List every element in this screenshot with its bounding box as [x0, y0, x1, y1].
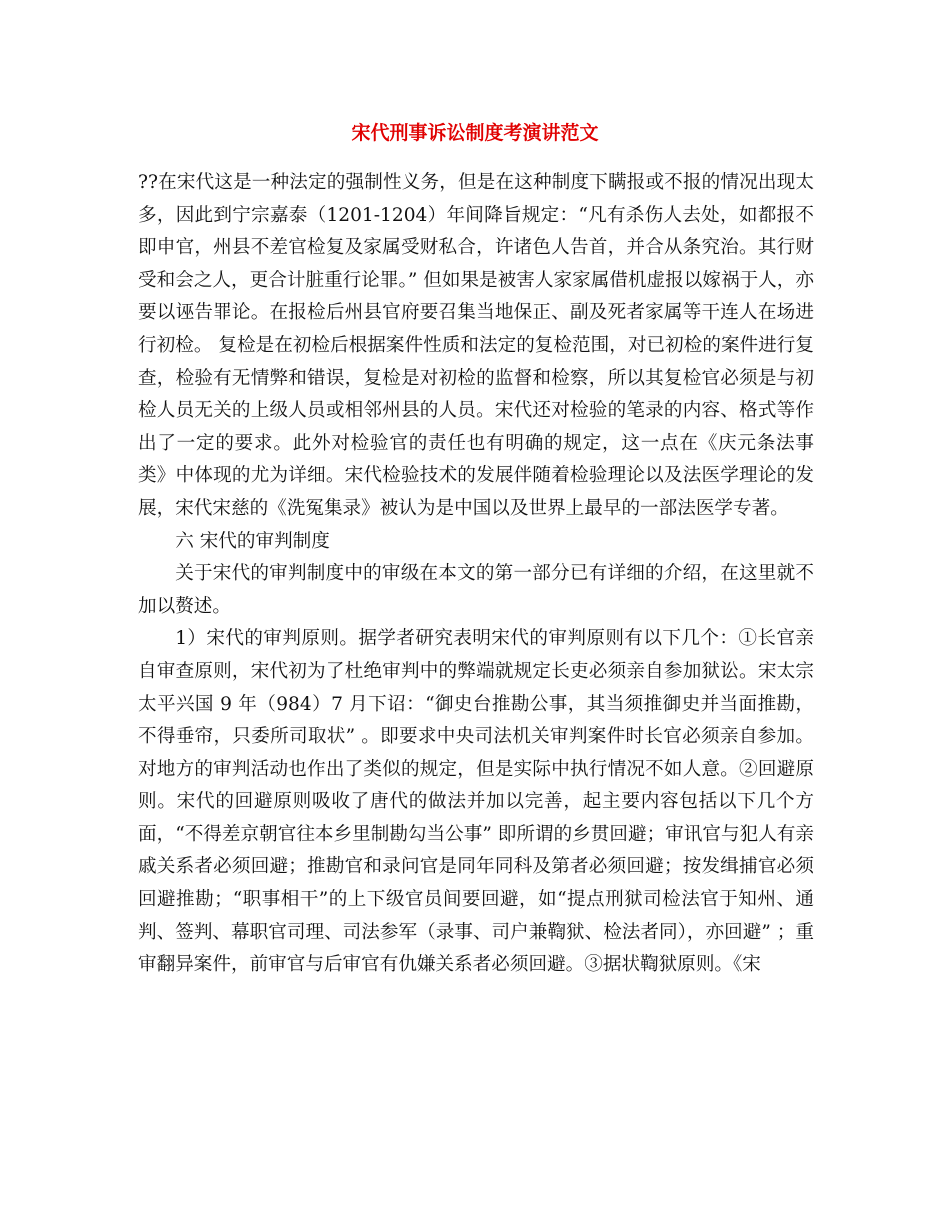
- section-heading-trial-system: 六 宋代的审判制度: [175, 530, 330, 552]
- paragraph-trial-levels: 关于宋代的审判制度中的审级在本文的第一部分已有详细的介绍，在这里就不加以赘述。: [138, 563, 814, 617]
- paragraph-trial-principles: 1）宋代的审判原则。据学者研究表明宋代的审判原则有以下几个：①长官亲自审查原则，宋代初为了杜绝审判中的弊端就规定长吏必须亲自参加狱讼。宋太宗太平兴国 9 年（984）7 月下诏：“御史台推勘公事，其当须推御史并当面推勘，不得垂帘，只委所司取状” 。即要求中央司法机关审判案件时长官必须亲自参加。对地方的审判活动也作出了类似的规定，但是实际中执行情况不如人意。②回避原则。宋代的回避原则吸收了唐代的做法并加以完善，起主要内容包括以下几个方面，“不得差京朝官往本乡里制勘勾当公事” 即所谓的乡贯回避；审讯官与犯人有亲戚关系者必须回避；推勘官和录问官是同年同科及第者必须回避；按发缉捕官必须回避推勘；“职事相干”的上下级官员间要回避，如“提点刑狱司检法官于知州、通判、签判、幕职官司理、司法参军（录事、司户兼鞫狱、检法者同），亦回避” ；重审翻异案件，前审官与后审官有仇嫌关系者必须回避。③据状鞫狱原则。《宋: [138, 628, 814, 976]
- document-body: [138, 167, 814, 982]
- document-title: 宋代刑事诉讼制度考演讲范文: [351, 122, 599, 144]
- paragraph-forensic-inspection: ??在宋代这是一种法定的强制性义务，但是在这种制度下瞒报或不报的情况出现太多，因此到宁宗嘉泰（1201-1204）年间降旨规定：“凡有杀伤人去处，如都报不即申官，州县不差官检复及家属受财私合，许诸色人告首，并合从条究治。其行财受和会之人，更合计脏重行论罪。” 但如果是被害人家家属借机虚报以嫁祸于人，亦要以诬告罪论。在报检后州县官府要召集当地保正、副及死者家属等干连人在场进行初检。 复检是在初检后根据案件性质和法定的复检范围，对已初检的案件进行复查，检验有无情弊和错误，复检是对初检的监督和检察，所以其复检官必须是与初检人员无关的上级人员或相邻州县的人员。宋代还对检验的笔录的内容、格式等作出了一定的要求。此外对检验官的责任也有明确的规定，这一点在《庆元条法事类》中体现的尤为详细。宋代检验技术的发展伴随着检验理论以及法医学理论的发展，宋代宋慈的《洗冤集录》被认为是中国以及世界上最早的一部法医学专著。: [138, 172, 814, 519]
